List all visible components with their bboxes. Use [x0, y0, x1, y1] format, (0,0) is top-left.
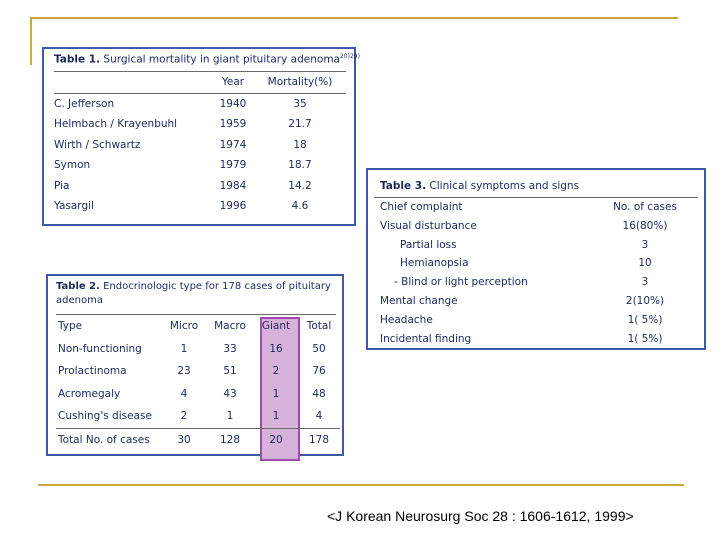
table2-cell: 1: [180, 342, 188, 355]
table1-header-cell: Mortality(%): [267, 76, 333, 88]
table1-cell: 1940: [219, 97, 247, 110]
table3-cell: 3: [641, 276, 649, 289]
table2-cell: 1: [272, 410, 280, 422]
decorative-left-rule: [30, 17, 32, 65]
table3-cell: 1( 5%): [627, 313, 663, 326]
table1-header-cell: Year: [221, 76, 245, 88]
table1-cell: 1996: [219, 200, 247, 212]
table2-cell: 4: [315, 410, 323, 422]
table2-cell: 178: [308, 433, 330, 446]
table2-cell: 23: [177, 365, 191, 377]
table1-cell: 35: [293, 97, 307, 110]
table2-cell: 1: [226, 410, 234, 422]
table1-cell: Symon: [54, 159, 91, 171]
citation: <J Korean Neurosurg Soc 28 : 1606-1612, 1999>: [327, 508, 634, 524]
table3-header: [374, 198, 698, 217]
table3-panel: [366, 168, 706, 350]
table2-header-cell: Micro: [169, 320, 199, 332]
table1-cell: 4.6: [291, 200, 309, 212]
table1-cell: 18: [293, 138, 307, 151]
table2-header-cell: Type: [58, 320, 83, 332]
table1-panel: [42, 47, 360, 226]
table3-cell: Partial loss: [400, 238, 457, 251]
decorative-top-rule: [30, 17, 678, 19]
table3-body: [374, 217, 698, 349]
table1-cell: 14.2: [288, 179, 312, 192]
table2-cell: 16: [269, 342, 283, 355]
table2-header-cell: Total: [306, 320, 332, 332]
table3-cell: 1( 5%): [627, 332, 663, 345]
table3-cell: Incidental finding: [380, 332, 472, 345]
table3-cell: 10: [638, 257, 652, 270]
table3-header-cell: Chief complaint: [380, 201, 463, 213]
table1-cell: 1984: [219, 179, 247, 192]
table2-cell: Non-functioning: [58, 342, 142, 355]
table2-cell: 48: [312, 387, 326, 400]
table1-cell: Yasargil: [54, 200, 94, 212]
table1-header: [54, 72, 346, 93]
table2-cell: 2: [272, 365, 280, 377]
table2-cell: 50: [312, 342, 326, 355]
decorative-bottom-rule: [38, 484, 684, 486]
table1-header-cell: [54, 72, 206, 93]
table3-cell: Hemianopsia: [400, 257, 469, 270]
table2-cell: Total No. of cases: [58, 433, 150, 446]
table1-body: [54, 94, 346, 217]
table1-cell: 1979: [219, 159, 247, 171]
table2-title: Table 2. Endocrinologic type for 178 cases of pituitary adenoma: [56, 281, 331, 306]
table1-cell: 21.7: [288, 118, 312, 130]
table3-cell: 3: [641, 238, 649, 251]
table2-cell: 20: [269, 433, 283, 446]
table1-cell: Helmbach / Krayenbuhl: [54, 118, 178, 130]
table3-cell: - Blind or light perception: [394, 276, 528, 289]
table3-cell: Headache: [380, 313, 433, 326]
table2-cell: 2: [180, 410, 188, 422]
table2-total-row: [56, 429, 340, 452]
table1-cell: 1959: [219, 118, 247, 130]
table2-cell: Prolactinoma: [58, 365, 127, 377]
table2-cell: 33: [223, 342, 237, 355]
table1-cell: 18.7: [288, 159, 312, 171]
table2-header: [56, 315, 340, 338]
table2-cell: 1: [272, 387, 280, 400]
table3-cell: 2(10%): [625, 294, 665, 307]
table3-cell: Visual disturbance: [380, 219, 477, 232]
table2-cell: 4: [180, 387, 188, 400]
table1-cell: Pia: [54, 179, 70, 192]
table3-header-cell: No. of cases: [613, 201, 677, 213]
table2-panel: [46, 274, 344, 456]
table2-cell: 43: [223, 387, 237, 400]
table1-cell: Wirth / Schwartz: [54, 138, 141, 151]
table2-cell: Acromegaly: [58, 387, 121, 400]
table3-title: Table 3. Clinical symptoms and signs: [380, 180, 580, 192]
table2-header-cell: Giant: [261, 320, 291, 332]
table2-cell: 128: [219, 433, 241, 446]
table2-cell: 51: [223, 365, 237, 377]
table2-header-cell: Macro: [214, 320, 246, 332]
table1-cell: C. Jefferson: [54, 97, 115, 110]
table1-cell: 1974: [219, 138, 247, 151]
table3-cell: Mental change: [380, 294, 458, 307]
table2-body: [56, 338, 340, 428]
table2-cell: 76: [312, 365, 326, 377]
table2-cell: Cushing's disease: [58, 410, 152, 422]
table3-cell: 16(80%): [622, 219, 668, 232]
table1-title: Table 1. Surgical mortality in giant pituitary adenoma$^{20)29)}$: [54, 53, 360, 66]
table2-cell: 30: [177, 433, 191, 446]
